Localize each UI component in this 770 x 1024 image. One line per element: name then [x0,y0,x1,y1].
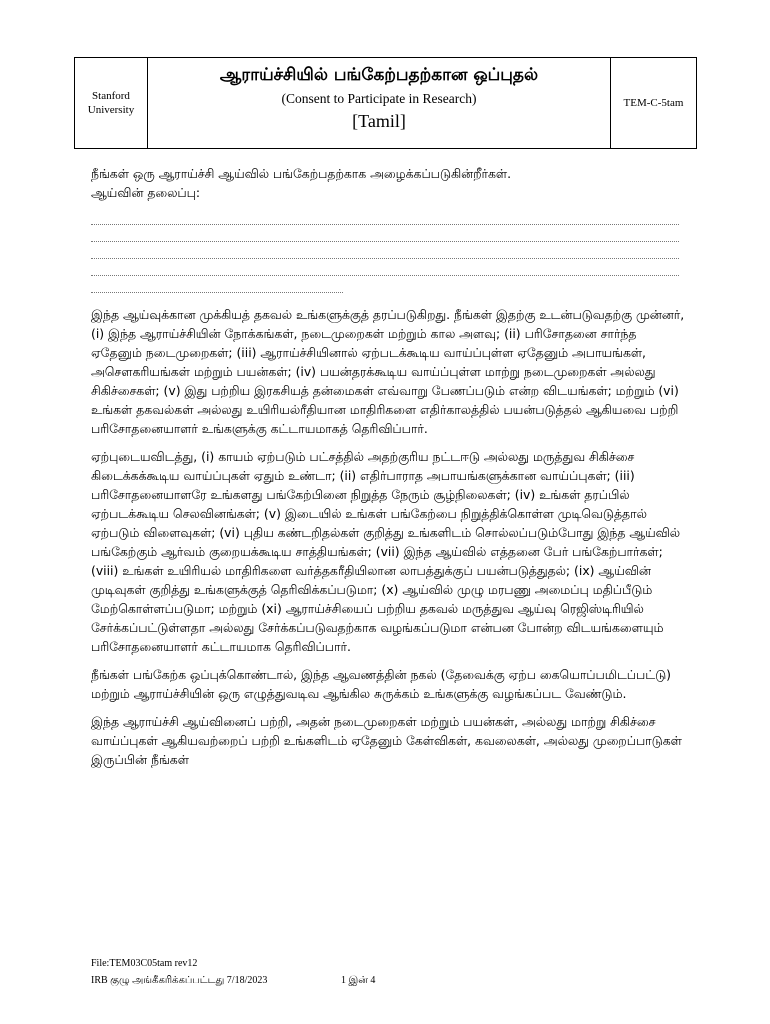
document-title-tamil: ஆராய்ச்சியில் பங்கேற்பதற்கான ஒப்புதல் [219,65,539,85]
document-header [74,57,697,149]
institution-name-line1: Stanford [92,90,130,102]
institution-cell [75,58,148,148]
blank-line [91,242,679,259]
title-cell [148,58,610,148]
institution-name-line2: University [87,104,135,116]
file-reference: File:TEM03C05tam rev12 [91,958,198,969]
irb-approval: IRB குழு அங்கீகரிக்கப்பட்டது 7/18/2023 [91,975,268,986]
blank-line [91,276,343,293]
paragraph-questions: இந்த ஆராய்ச்சி ஆய்வினைப் பற்றி, அதன் நடைமுறைகள் மற்றும் பயன்கள், அல்லது மாற்று சிகிச்சை வாய்ப்புகள் ஆகியவற்றைப் பற்றி உங்களிடம் ஏதேனும் கேள்விகள், கவலைகள், அல்லது முறைப்பாடுகள் இருப்பின் நீங்கள் [91,714,682,767]
page-number: 1 இன் 4 [341,975,376,986]
document-title-english: (Consent to Participate in Research) [281,91,477,106]
blank-line [91,208,679,225]
paragraph-copy-of-consent: நீங்கள் பங்கேற்க ஒப்புக்கொண்டால், இந்த ஆவணத்தின் நகல் (தேவைக்கு ஏற்ப கையொப்பமிடப்பட்டு) மற்றும் ஆராய்ச்சியின் ஒரு எழுத்துவடிவ ஆங்கில சுருக்கம் உங்களுக்கு வழங்கப்பட வேண்டும். [91,667,671,701]
document-footer [91,955,375,989]
study-title-label: ஆய்வின் தலைப்பு: [91,185,201,200]
paragraph-key-information: இந்த ஆய்வுக்கான முக்கியத் தகவல் உங்களுக்குத் தரப்படுகிறது. நீங்கள் இதற்கு உடன்படுவதற்கு முன்னர், (i) இந்த ஆராய்ச்சியின் நோக்கங்கள், நடைமுறைகள் மற்றும் கால அளவு; (ii) பரிசோதனை சார்ந்த ஏதேனும் நடைமுறைகள்; (iii) ஆராய்ச்சியினால் ஏற்படக்கூடிய வாய்ப்புள்ள ஏதேனும் அபாயங்கள், அசௌகரியங்கள் மற்றும் பயன்கள்; (iv) பயன்தரக்கூடிய வாய்ப்புள்ள மாற்று நடைமுறைகள் அல்லது சிகிச்சைகள்; (v) இது பற்றிய இரகசியத் தன்மைகள் எவ்வாறு பேணப்படும் என்ற விடயங்கள்; மற்றும் (vi) உங்கள் தகவல்கள் அல்லது உயிரியல்ரீதியான மாதிரிகளை எதிர்காலத்தில் பயன்படுத்தல் ஆகியவை பற்றி பரிசோதனையாளர் உங்களுக்கு கட்டாயமாகத் தெரிவிப்பார். [91,307,685,436]
document-body [91,164,685,778]
blank-line [91,259,679,276]
document-language: [Tamil] [352,111,406,131]
form-code-cell [610,58,696,148]
intro-line: நீங்கள் ஒரு ஆராய்ச்சி ஆய்வில் பங்கேற்பதற்காக அழைக்கப்படுகின்றீர்கள். [91,166,512,181]
blank-line [91,225,679,242]
paragraph-additional-elements: ஏற்புடையவிடத்து, (i) காயம் ஏற்படும் பட்சத்தில் அதற்குரிய நட்டஈடு அல்லது மருத்துவ சிகிச்சை கிடைக்கக்கூடிய வாய்ப்புகள் ஏதும் உண்டா; (ii) எதிர்பாராத அபாயங்களுக்கான வாய்ப்புகள்; (iii) பரிசோதனையாளரே உங்களது பங்கேற்பினை நிறுத்த நேரும் சூழ்நிலைகள்; (iv) உங்கள் தரப்பில் ஏற்படக்கூடிய செலவினங்கள்; (v) இடையில் உங்கள் பங்கேற்பை நிறுத்திக்கொள்ள முடிவெடுத்தால் ஏற்படும் விளைவுகள்; (vi) புதிய கண்டறிதல்கள் குறித்து உங்களிடம் சொல்லப்படும்போது இந்த ஆய்வில் பங்கேற்கும் ஆர்வம் குறையக்கூடிய சாத்தியங்கள்; (vii) இந்த ஆய்வில் எத்தனை பேர் பங்கேற்பார்கள்; (viii) உங்கள் உயிரியல் மாதிரிகளை வர்த்தகரீதியிலான லாபத்துக்குப் பயன்படுத்துதல்; (ix) ஆய்வின் முடிவுகள் குறித்து உங்களுக்குத் தெரிவிக்கப்படுமா; (x) ஆய்வில் முழு மரபணு அமைப்பு மதிப்பீடும் மேற்கொள்ளப்படுமா; மற்றும் (xi) ஆராய்ச்சியைப் பற்றிய தகவல் மருத்துவ ஆய்வு ரெஜிஸ்டிரியில் சேர்க்கப்பட்டுள்ளதா அல்லது சேர்க்கப்படுவதற்காக வழங்கப்படுமா என்பன போன்ற விடயங்களையும் பரிசோதனையாளர் கட்டாயமாக தெரிவிப்பார். [91,449,681,654]
study-title-field[interactable] [91,208,685,293]
form-code: TEM-C-5tam [623,97,684,109]
